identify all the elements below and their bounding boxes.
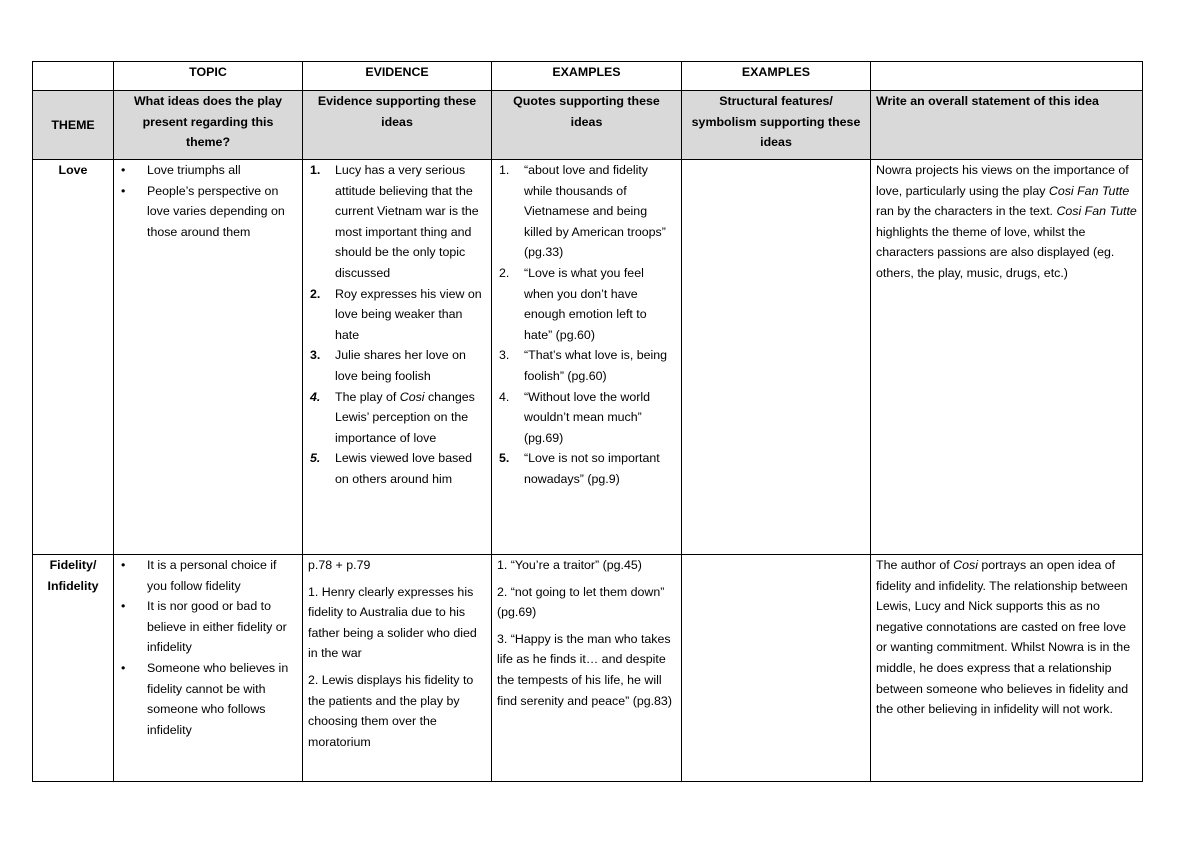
bullet-icon: • <box>121 163 126 177</box>
paragraph: 2. “not going to let them down” (pg.69) <box>497 584 665 620</box>
love-row <box>33 160 1143 555</box>
fidelity-structural-cell <box>682 555 871 782</box>
statement-question: Write an overall statement of this idea <box>871 91 1143 160</box>
fidelity-ideas-cell <box>114 555 303 782</box>
theme-fidelity: Fidelity/ Infidelity <box>33 555 114 782</box>
list-item: 2. “Love is what you feel when you don’t have enough emotion left to hate” (pg.60) <box>499 265 647 342</box>
bullet-icon: • <box>121 660 126 675</box>
quotes-question: Quotes supporting these ideas <box>492 91 682 160</box>
paragraph: 3. “Happy is the man who takes life as he finds it… and despite the tempests of his life, he will find serenity and peace” (pg.83) <box>497 631 672 708</box>
bullet-icon: • <box>121 183 126 198</box>
paragraph: 1. “You’re a traitor” (pg.45) <box>497 558 642 572</box>
list-item: • Someone who believes in fidelity cannot be with someone who follows infidelity <box>119 658 297 740</box>
love-ideas-list <box>119 160 297 242</box>
header-examples-2: EXAMPLES <box>682 62 871 91</box>
love-evidence-cell <box>303 160 492 555</box>
fidelity-statement-cell: The author of Cosi portrays an open idea of fidelity and infidelity. The relationship between Lewis, Lucy and Nick supports this as no negative connotations are casted on free love or wanting commitment. Whilst Nowra is in the middle, he does express that a relationship between someone who believes in fidelity and the other believing in infidelity will not work. <box>871 555 1143 782</box>
evidence-question: Evidence supporting these ideas <box>303 91 492 160</box>
paragraph: 1. Henry clearly expresses his fidelity to Australia due to his father being a solider who died in the war <box>308 584 477 661</box>
fidelity-ideas-list <box>119 555 297 740</box>
header-blank-cell-right <box>871 62 1143 91</box>
list-item: 4. “Without love the world wouldn’t mean much” (pg.69) <box>499 389 651 445</box>
love-structural-cell <box>682 160 871 555</box>
love-quotes-cell <box>492 160 682 555</box>
theme-analysis-table <box>32 61 1143 782</box>
structural-question: Structural features/ symbolism supporting these ideas <box>682 91 871 160</box>
header-topic: TOPIC <box>114 62 303 91</box>
list-item: 1. Lucy has a very serious attitude believing that the current Vietnam war is the most important thing and should be the only topic discussed <box>310 163 479 280</box>
love-ideas-cell <box>114 160 303 555</box>
topic-question: What ideas does the play present regarding this theme? <box>114 91 303 160</box>
header-blank-cell <box>33 62 114 91</box>
love-statement-cell: Nowra projects his views on the importance of love, particularly using the play Cosi Fan Tutte ran by the characters in the text. Cosi Fan Tutte highlights the theme of love, whilst the characters passions are also displayed (eg. others, the play, music, drugs, etc.) <box>871 160 1143 555</box>
love-quotes-list <box>497 160 676 490</box>
list-item: • It is nor good or bad to believe in either fidelity or infidelity <box>119 596 297 658</box>
question-header-row <box>33 91 1143 160</box>
bullet-icon: • <box>121 599 126 614</box>
list-item: 4. The play of Cosi changes Lewis’ perception on the importance of love <box>310 389 475 445</box>
bullet-icon: • <box>121 558 126 572</box>
list-item: • People’s perspective on love varies depending on those around them <box>119 181 297 243</box>
fidelity-row <box>33 555 1143 782</box>
list-item: • Love triumphs all <box>119 160 297 181</box>
list-item: 2. Roy expresses his view on love being weaker than hate <box>310 286 482 342</box>
love-evidence-list <box>308 160 486 490</box>
header-examples-1: EXAMPLES <box>492 62 682 91</box>
list-item: 3. Julie shares her love on love being foolish <box>310 348 466 383</box>
list-item: 3. “That’s what love is, being foolish” (pg.60) <box>499 348 668 383</box>
list-item: 5. “Love is not so important nowadays” (pg.9) <box>499 451 660 486</box>
paragraph: 2. Lewis displays his fidelity to the patients and the play by choosing them over the moratorium <box>308 672 474 749</box>
fidelity-evidence-cell <box>303 555 492 782</box>
theme-love: Love <box>33 160 114 555</box>
paragraph: p.78 + p.79 <box>308 558 371 572</box>
list-item: • It is a personal choice if you follow fidelity <box>119 555 297 596</box>
fidelity-quotes-cell <box>492 555 682 782</box>
theme-header: THEME <box>33 91 114 160</box>
list-item: 5. Lewis viewed love based on others around him <box>310 451 473 486</box>
list-item: 1. “about love and fidelity while thousands of Vietnamese and being killed by American troops” (pg.33) <box>499 163 666 260</box>
column-category-row <box>33 62 1143 91</box>
header-evidence: EVIDENCE <box>303 62 492 91</box>
